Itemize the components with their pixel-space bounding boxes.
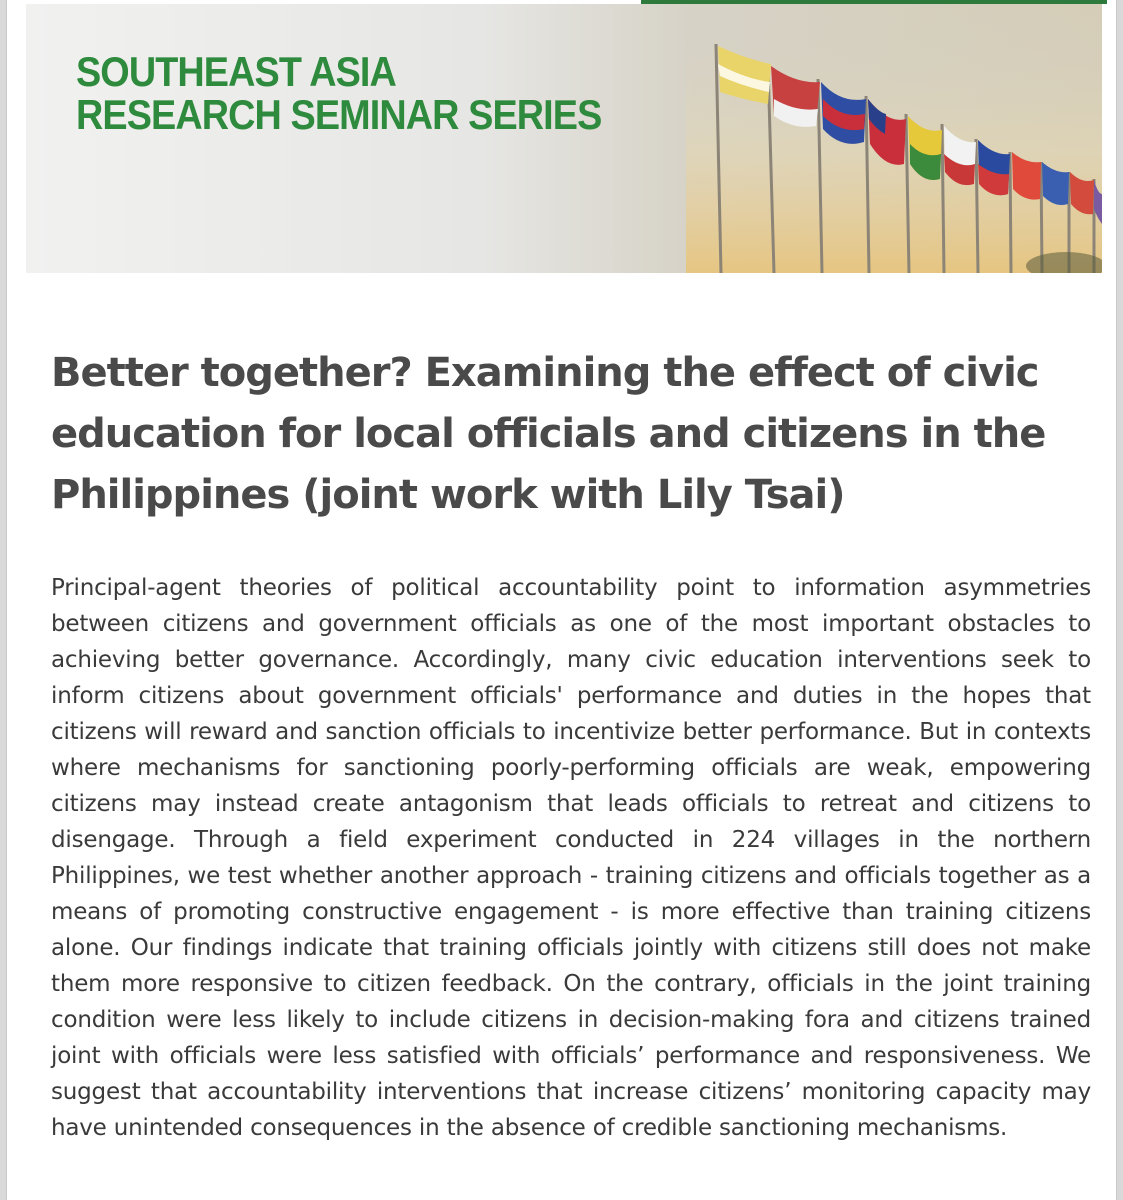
banner-title	[76, 50, 601, 136]
seminar-title: Better together? Examining the effect of civic education for local officials and citizens in the Philippines (joint work with Lily Tsai)	[51, 350, 1046, 518]
seminar-card	[6, 0, 1117, 1200]
banner-title-line1: SOUTHEAST ASIA	[76, 48, 396, 95]
flags-icon	[26, 4, 1102, 273]
seminar-banner	[26, 4, 1102, 273]
seminar-abstract: Principal-agent theories of political accountability point to information asymmetries between citizens and government officials as one of the most important obstacles to achieving better governance. Accordingly, many civic education interventions seek to inform citizens about government officials' performance and duties in the hopes that citizens will reward and sanction officials to incentivize better performance. But in contexts where mechanisms for sanctioning poorly-performing officials are weak, empowering citizens may instead create antagonism that leads officials to retreat and citizens to disengage. Through a field experiment conducted in 224 villages in the northern Philippines, we test whether another approach - training citizens and officials together as a means of promoting constructive engagement - is more effective than training citizens alone. Our findings indicate that training officials jointly with citizens still does not make them more responsive to citizen feedback. On the contrary, officials in the joint training condition were less likely to include citizens in decision-making fora and citizens trained joint with officials were less satisfied with officials’ performance and responsiveness. We suggest that accountability interventions that increase citizens’ monitoring capacity may have unintended consequences in the absence of credible sanctioning mechanisms.	[51, 575, 1091, 1141]
banner-title-line2: RESEARCH SEMINAR SERIES	[76, 91, 602, 138]
